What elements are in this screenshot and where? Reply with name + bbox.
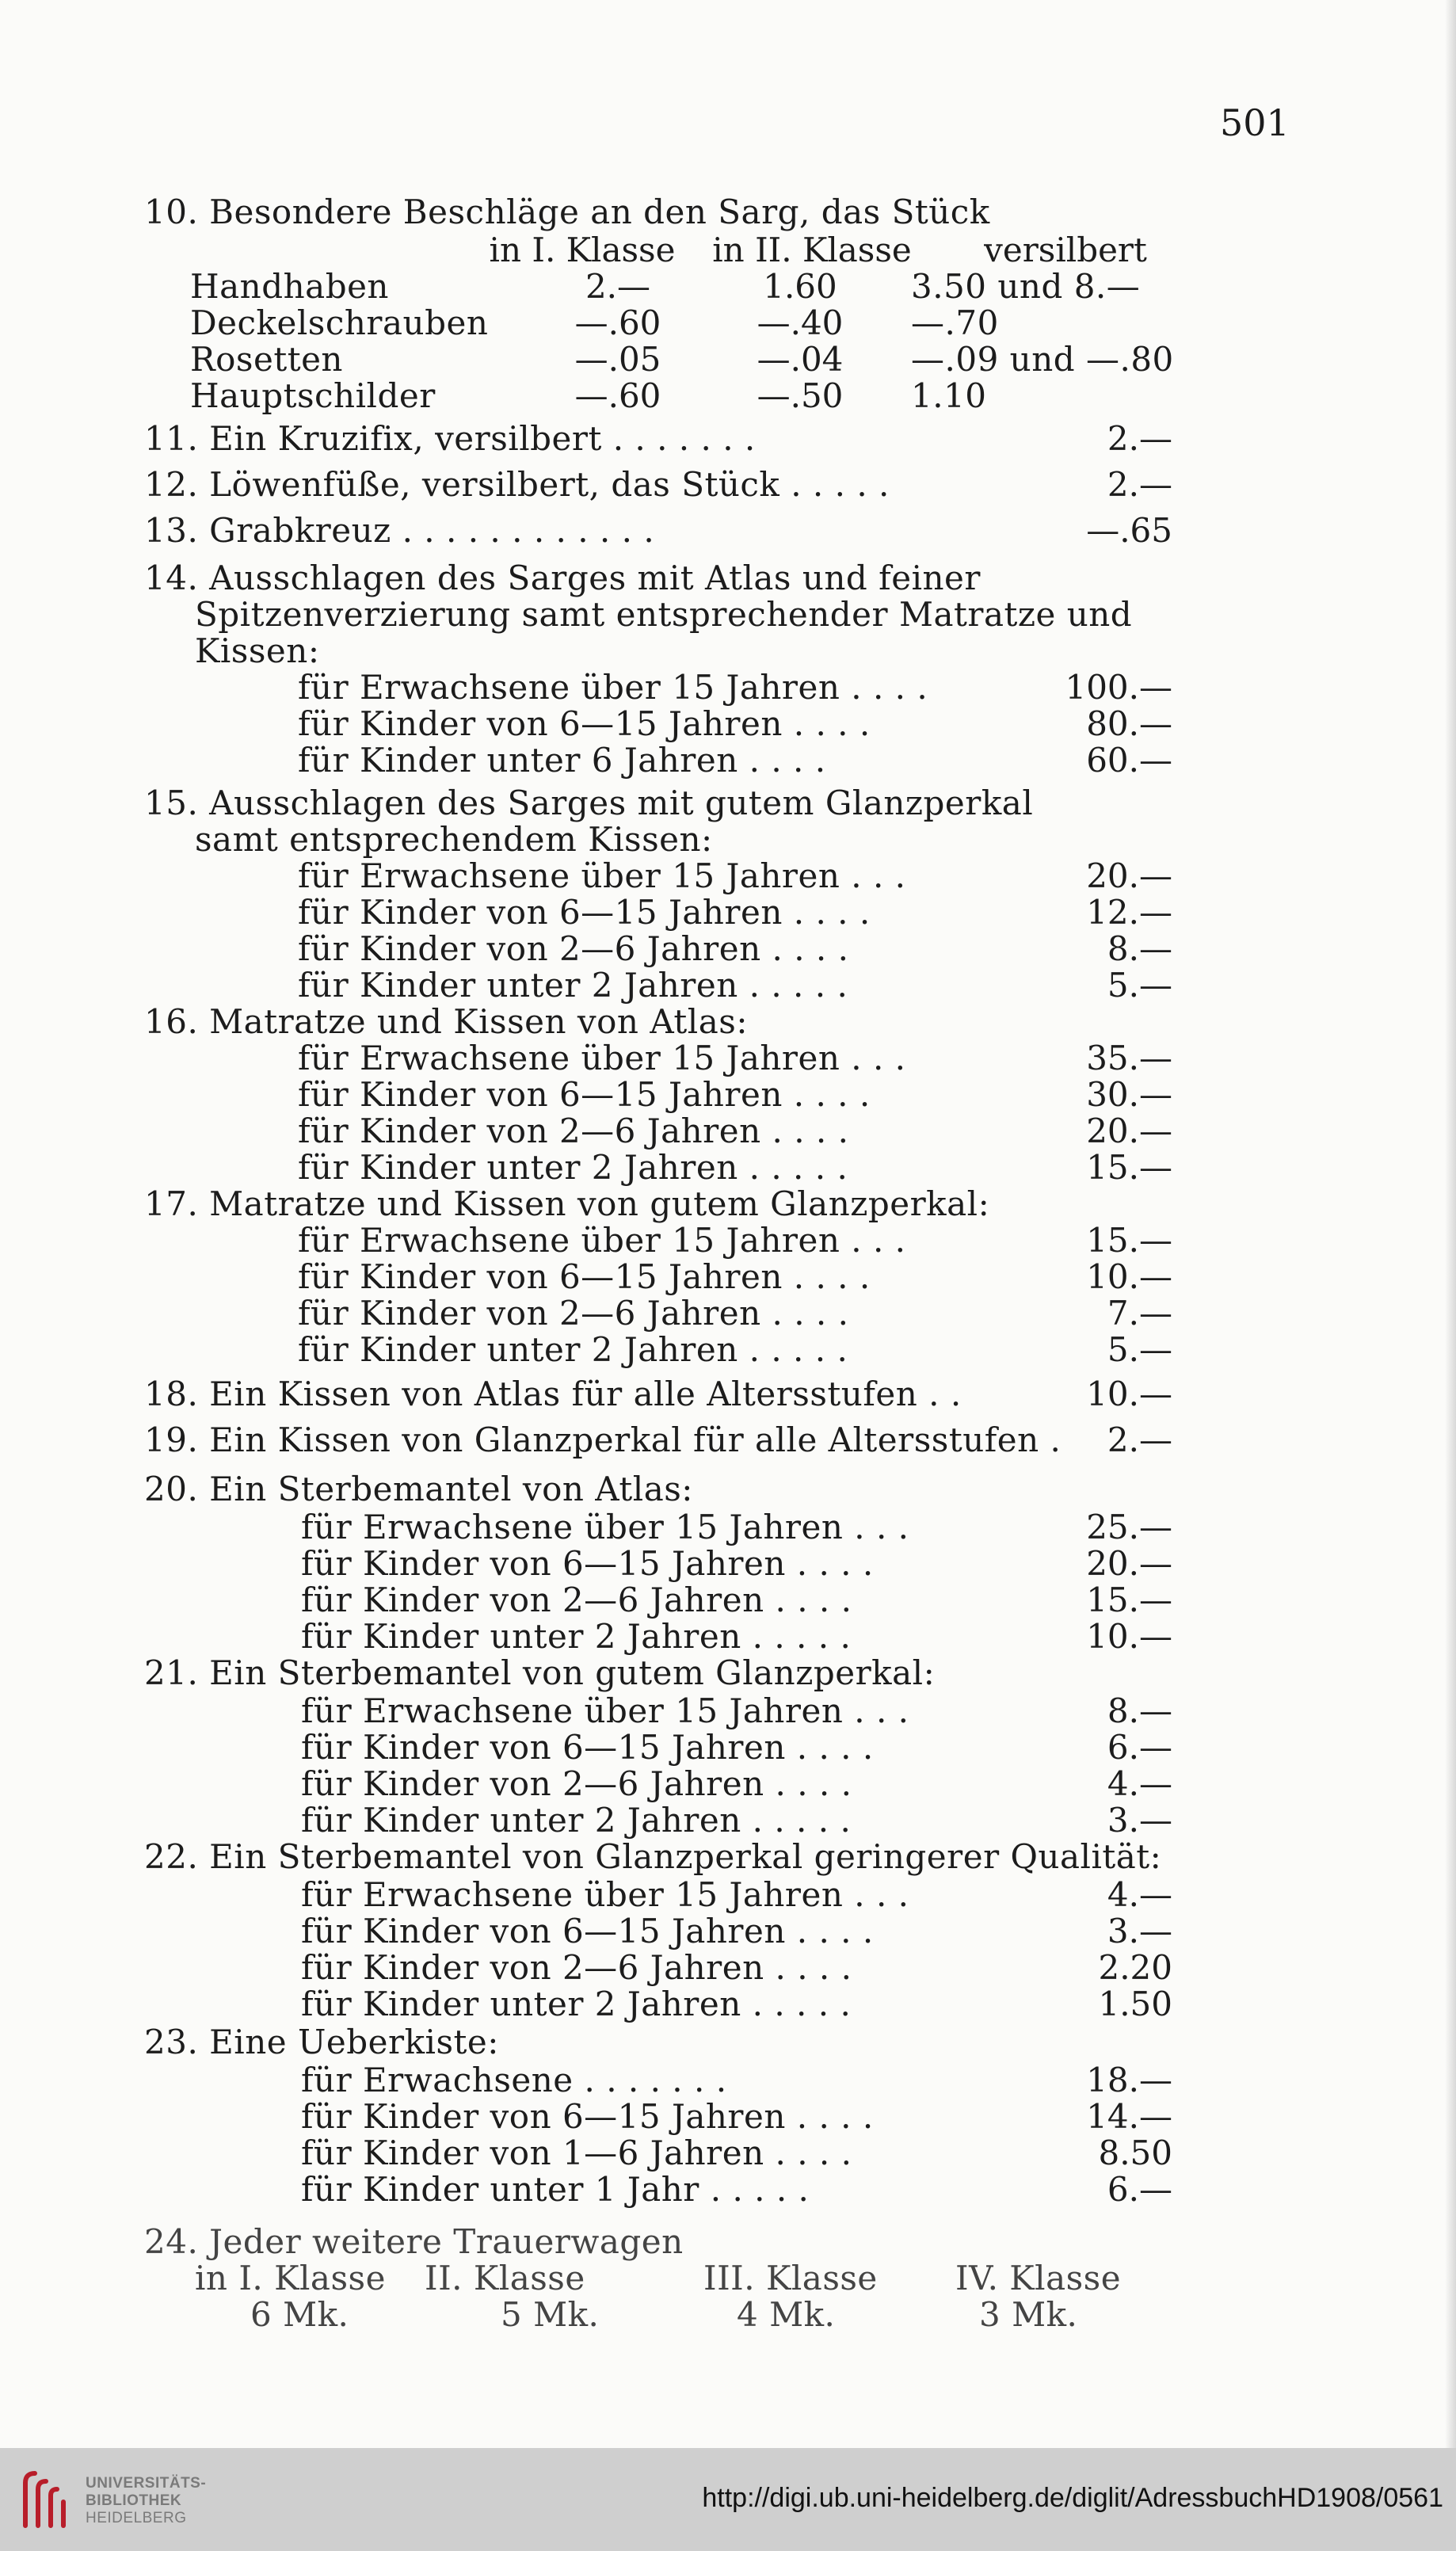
price-value: 4.— [1107,1875,1172,1914]
item-price: 2.— [1107,419,1172,458]
fitting-label: Hauptschilder [190,376,436,415]
price-value: 8.— [1107,1691,1172,1730]
price-value: 5.— [1107,1330,1172,1369]
entry-heading: 23. Eine Ueberkiste: [144,2023,499,2061]
price-label: für Erwachsene über 15 Jahren . . . . [298,668,928,707]
page-number: 501 [1220,101,1290,144]
item-price: 2.— [1107,1420,1172,1459]
hearse-price-4: 3 Mk. [979,2295,1078,2334]
item-text: 19. Ein Kissen von Glanzperkal für alle Altersstufen . [144,1420,1062,1459]
price-label: für Erwachsene über 15 Jahren . . . [298,1039,906,1077]
hearse-class-3: III. Klasse [703,2259,878,2297]
price-value: 14.— [1086,2097,1172,2136]
fitting-price-2: —.04 [757,340,844,379]
price-value: 10.— [1086,1617,1172,1656]
fitting-price-1: —.60 [574,303,661,342]
entry-heading: 21. Ein Sterbemantel von gutem Glanzperkal: [144,1653,936,1692]
item-text: 13. Grabkreuz . . . . . . . . . . . . [144,511,655,550]
price-value: 15.— [1086,1581,1172,1619]
price-label: für Erwachsene über 15 Jahren . . . [301,1691,909,1730]
entry-heading: 14. Ausschlagen des Sarges mit Atlas und feiner [144,559,981,597]
item-text: 11. Ein Kruzifix, versilbert . . . . . . . [144,419,756,458]
fitting-price-3: 3.50 und 8.— [911,267,1141,306]
price-value: 12.— [1086,893,1172,932]
price-label: für Kinder von 2—6 Jahren . . . . [301,1948,852,1987]
item-text: 18. Ein Kissen von Atlas für alle Altersstufen . . [144,1375,962,1413]
price-label: für Kinder von 2—6 Jahren . . . . [301,1764,852,1803]
price-value: 20.— [1086,1544,1172,1583]
entry-24-title: 24. Jeder weitere Trauerwagen [144,2222,684,2261]
fitting-label: Handhaben [190,267,389,306]
price-value: 1.50 [1098,1985,1172,2023]
price-value: 80.— [1086,704,1172,743]
price-value: 6.— [1107,2170,1172,2209]
price-label: für Erwachsene über 15 Jahren . . . [298,856,906,895]
hearse-class-4: IV. Klasse [955,2259,1122,2297]
entry-heading: samt entsprechendem Kissen: [195,820,713,859]
price-value: 15.— [1086,1221,1172,1260]
fitting-price-2: —.40 [757,303,844,342]
item-price: 10.— [1086,1375,1172,1413]
fitting-price-3: —.70 [911,303,999,342]
price-value: 5.— [1107,966,1172,1005]
footer-bar [0,2448,1456,2551]
price-value: 20.— [1086,856,1172,895]
fitting-price-2: —.50 [757,376,844,415]
fitting-price-2: 1.60 [763,267,837,306]
university-library-logo-icon [14,2462,81,2537]
entry-10-title: 10. Besondere Beschläge an den Sarg, das Stück [144,193,990,231]
entry-heading: 20. Ein Sterbemantel von Atlas: [144,1470,693,1508]
price-value: 4.— [1107,1764,1172,1803]
price-label: für Kinder von 6—15 Jahren . . . . [301,1728,874,1767]
price-value: 30.— [1086,1075,1172,1114]
price-label: für Kinder von 6—15 Jahren . . . . [298,1257,871,1296]
price-label: für Erwachsene über 15 Jahren . . . [298,1221,906,1260]
hearse-class-1: in I. Klasse [195,2259,386,2297]
price-value: 3.— [1107,1912,1172,1950]
fitting-price-3: —.09 und —.80 [911,340,1174,379]
hearse-price-2: 5 Mk. [501,2295,600,2334]
fitting-price-1: —.60 [574,376,661,415]
library-name: UNIVERSITÄTS- BIBLIOTHEK HEIDELBERG [86,2475,207,2526]
price-label: für Kinder von 2—6 Jahren . . . . [298,929,849,968]
price-value: 25.— [1086,1508,1172,1546]
price-label: für Erwachsene . . . . . . . [301,2061,727,2099]
price-label: für Kinder unter 2 Jahren . . . . . [298,1148,848,1187]
price-value: 10.— [1086,1257,1172,1296]
price-label: für Kinder unter 1 Jahr . . . . . [301,2170,810,2209]
col-header-class-1: in I. Klasse [489,231,676,269]
price-label: für Kinder von 6—15 Jahren . . . . [301,1912,874,1950]
price-label: für Kinder von 6—15 Jahren . . . . [298,1075,871,1114]
entry-heading: 22. Ein Sterbemantel von Glanzperkal geringerer Qualität: [144,1837,1162,1876]
price-value: 3.— [1107,1801,1172,1840]
item-price: —.65 [1086,511,1172,550]
price-label: für Kinder unter 2 Jahren . . . . . [298,966,848,1005]
entry-heading: 15. Ausschlagen des Sarges mit gutem Glanzperkal [144,784,1034,822]
fitting-price-1: —.05 [574,340,661,379]
price-value: 2.20 [1098,1948,1172,1987]
col-header-versilbert: versilbert [984,231,1147,269]
source-url-link[interactable]: http://digi.ub.uni-heidelberg.de/diglit/AdressbuchHD1908/0561 [702,2483,1443,2513]
price-label: für Kinder unter 2 Jahren . . . . . [301,1985,852,2023]
entry-heading: 16. Matratze und Kissen von Atlas: [144,1002,748,1041]
price-label: für Kinder von 1—6 Jahren . . . . [301,2133,852,2172]
entry-heading: 17. Matratze und Kissen von gutem Glanzperkal: [144,1184,990,1223]
price-value: 7.— [1107,1294,1172,1333]
price-value: 8.— [1107,929,1172,968]
price-value: 20.— [1086,1112,1172,1150]
price-label: für Erwachsene über 15 Jahren . . . [301,1875,909,1914]
col-header-class-2: in II. Klasse [712,231,912,269]
price-label: für Kinder unter 2 Jahren . . . . . [301,1801,852,1840]
price-value: 15.— [1086,1148,1172,1187]
price-label: für Kinder von 6—15 Jahren . . . . [298,893,871,932]
price-label: für Kinder unter 2 Jahren . . . . . [298,1330,848,1369]
fitting-label: Deckelschrauben [190,303,489,342]
price-label: für Kinder von 2—6 Jahren . . . . [301,1581,852,1619]
price-value: 60.— [1086,741,1172,780]
entry-heading: Spitzenverzierung samt entsprechender Matratze und [195,595,1133,634]
hearse-price-3: 4 Mk. [737,2295,836,2334]
price-label: für Kinder von 6—15 Jahren . . . . [301,2097,874,2136]
price-label: für Kinder unter 2 Jahren . . . . . [301,1617,852,1656]
item-price: 2.— [1107,465,1172,504]
price-value: 35.— [1086,1039,1172,1077]
price-value: 8.50 [1098,2133,1172,2172]
price-value: 100.— [1065,668,1172,707]
price-label: für Kinder von 6—15 Jahren . . . . [301,1544,874,1583]
price-label: für Kinder von 2—6 Jahren . . . . [298,1294,849,1333]
fitting-price-3: 1.10 [911,376,987,415]
price-label: für Erwachsene über 15 Jahren . . . [301,1508,909,1546]
page-edge-shadow [1445,0,1456,2448]
item-text: 12. Löwenfüße, versilbert, das Stück . . . . . [144,465,890,504]
hearse-class-2: II. Klasse [425,2259,585,2297]
price-value: 18.— [1086,2061,1172,2099]
hearse-price-1: 6 Mk. [250,2295,349,2334]
entry-heading: Kissen: [195,631,320,670]
price-label: für Kinder von 6—15 Jahren . . . . [298,704,871,743]
fitting-price-1: 2.— [585,267,651,306]
fitting-label: Rosetten [190,340,343,379]
price-value: 6.— [1107,1728,1172,1767]
price-label: für Kinder unter 6 Jahren . . . . [298,741,826,780]
price-label: für Kinder von 2—6 Jahren . . . . [298,1112,849,1150]
